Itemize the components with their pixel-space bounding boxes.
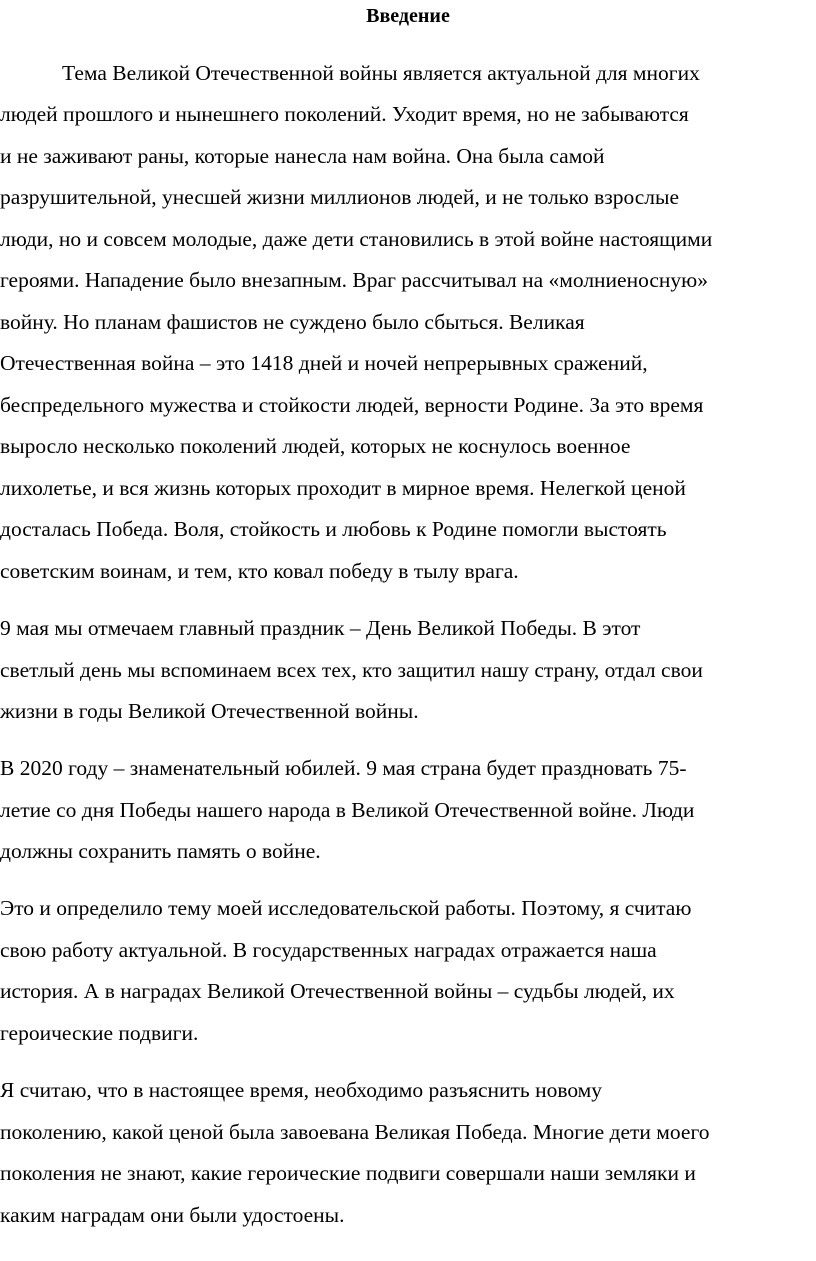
paragraph-5-line-1: Я считаю, что в настоящее время, необходимо разъяснить новому xyxy=(0,1078,603,1102)
paragraph-1-line-1: Тема Великой Отечественной войны является актуальной для многих xyxy=(62,61,700,85)
paragraph-4-line-1: Это и определило тему моей исследовательской работы. Поэтому, я считаю xyxy=(0,896,692,920)
paragraph-4-line-2: свою работу актуальной. В государственных наградах отражается наша xyxy=(0,938,657,962)
paragraph-4-line-4: героические подвиги. xyxy=(0,1021,199,1045)
paragraph-3-line-2: летие со дня Победы нашего народа в Великой Отечественной войне. Люди xyxy=(0,798,695,822)
paragraph-1-line-10: выросло несколько поколений людей, которых не коснулось военное xyxy=(0,434,631,458)
paragraph-1-line-3: и не заживают раны, которые нанесла нам война. Она была самой xyxy=(0,144,605,168)
paragraph-1-line-7: войну. Но планам фашистов не суждено было сбыться. Великая xyxy=(0,310,585,334)
paragraph-5-line-4: каким наградам они были удостоены. xyxy=(0,1203,345,1227)
paragraph-1-line-6: героями. Нападение было внезапным. Враг рассчитывал на «молниеносную» xyxy=(0,268,708,292)
paragraph-1-line-2: людей прошлого и нынешнего поколений. Уходит время, но не забываются xyxy=(0,102,689,126)
paragraph-5-line-3: поколения не знают, какие героические подвиги совершали наши земляки и xyxy=(0,1161,696,1185)
paragraph-4-line-3: история. А в наградах Великой Отечественной войны – судьбы людей, их xyxy=(0,979,675,1003)
paragraph-1-line-5: люди, но и совсем молодые, даже дети становились в этой войне настоящими xyxy=(0,227,713,251)
page-title: Введение xyxy=(366,5,450,27)
paragraph-2-line-2: светлый день мы вспоминаем всех тех, кто защитил нашу страну, отдал свои xyxy=(0,658,703,682)
paragraph-2-line-3: жизни в годы Великой Отечественной войны. xyxy=(0,699,419,723)
paragraph-1-line-11: лихолетье, и вся жизнь которых проходит в мирное время. Нелегкой ценой xyxy=(0,476,686,500)
paragraph-1-line-9: беспредельного мужества и стойкости людей, верности Родине. За это время xyxy=(0,393,704,417)
paragraph-3-line-3: должны сохранить память о войне. xyxy=(0,839,321,863)
paragraph-5-line-2: поколению, какой ценой была завоевана Великая Победа. Многие дети моего xyxy=(0,1120,710,1144)
paragraph-1-line-13: советским воинам, и тем, кто ковал победу в тылу врага. xyxy=(0,559,519,583)
paragraph-1-line-4: разрушительной, унесшей жизни миллионов людей, и не только взрослые xyxy=(0,185,680,209)
paragraph-1-line-8: Отечественная война – это 1418 дней и ночей непрерывных сражений, xyxy=(0,351,648,375)
paragraph-3-line-1: В 2020 году – знаменательный юбилей. 9 мая страна будет праздновать 75- xyxy=(0,756,687,780)
paragraph-1-line-12: досталась Победа. Воля, стойкость и любовь к Родине помогли выстоять xyxy=(0,517,667,541)
paragraph-2-line-1: 9 мая мы отмечаем главный праздник – День Великой Победы. В этот xyxy=(0,616,641,640)
